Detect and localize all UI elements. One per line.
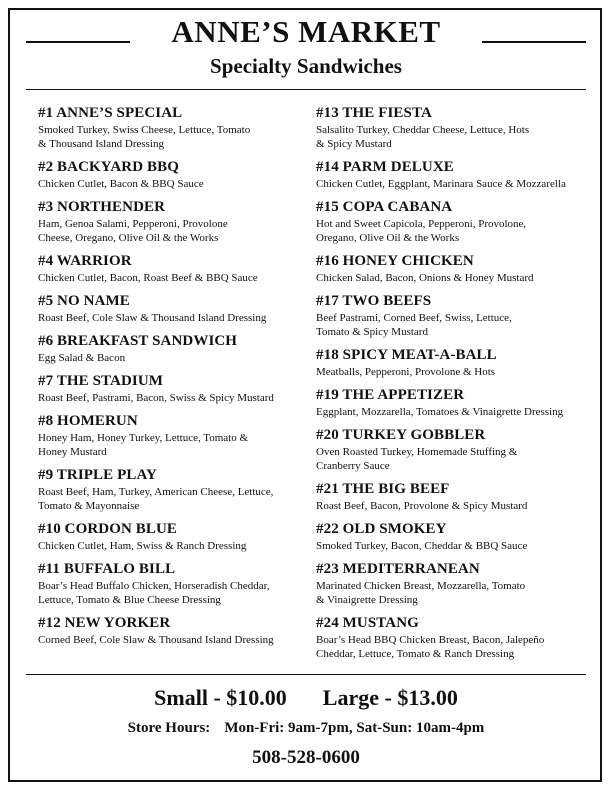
- sandwich-name: #8 HOMERUN: [38, 413, 138, 429]
- large-price: Large - $13.00: [322, 685, 458, 710]
- sandwich-ingredients: Eggplant, Mozzarella, Tomatoes & Vinaigrette Dressing: [316, 406, 564, 418]
- menu-item: [316, 198, 588, 245]
- menu-item: [38, 104, 310, 151]
- sandwich-name: #10 CORDON BLUE: [38, 521, 178, 537]
- header-divider: [26, 89, 586, 90]
- sandwich-name: #24 MUSTANG: [316, 615, 419, 631]
- sandwich-ingredients: Honey Mustard: [38, 446, 107, 458]
- menu-item: [316, 426, 588, 473]
- phone-number: 508-528-0600: [252, 747, 360, 768]
- sandwich-ingredients: Chicken Cutlet, Eggplant, Marinara Sauce & Mozzarella: [316, 178, 566, 190]
- sandwich-ingredients: Tomato & Mayonnaise: [38, 500, 140, 512]
- menu-column-right: [316, 104, 588, 668]
- sandwich-ingredients: Chicken Cutlet, Bacon, Roast Beef & BBQ Sauce: [38, 272, 258, 284]
- sandwich-ingredients: Roast Beef, Cole Slaw & Thousand Island Dressing: [38, 312, 267, 324]
- sandwich-name: #9 TRIPLE PLAY: [38, 467, 157, 483]
- sandwich-ingredients: Ham, Genoa Salami, Pepperoni, Provolone: [38, 218, 228, 230]
- sandwich-ingredients: Roast Beef, Pastrami, Bacon, Swiss & Spicy Mustard: [38, 392, 274, 404]
- menu-item: [38, 372, 310, 405]
- menu-subtitle: Specialty Sandwiches: [210, 54, 402, 78]
- sandwich-ingredients: Hot and Sweet Capicola, Pepperoni, Provolone,: [316, 218, 527, 230]
- store-title: ANNE’S MARKET: [171, 14, 441, 49]
- sandwich-ingredients: Corned Beef, Cole Slaw & Thousand Island Dressing: [38, 634, 274, 646]
- sandwich-ingredients: Smoked Turkey, Bacon, Cheddar & BBQ Sauce: [316, 540, 528, 552]
- sandwich-name: #19 THE APPETIZER: [316, 387, 465, 403]
- sandwich-ingredients: Boar’s Head Buffalo Chicken, Horseradish Cheddar,: [38, 580, 270, 592]
- sandwich-ingredients: & Thousand Island Dressing: [38, 138, 164, 150]
- sandwich-name: #13 THE FIESTA: [316, 105, 432, 121]
- sandwich-ingredients: Cheese, Oregano, Olive Oil & the Works: [38, 232, 219, 244]
- sandwich-ingredients: Cheddar, Lettuce, Tomato & Ranch Dressing: [316, 648, 515, 660]
- menu-item: [316, 158, 588, 191]
- sandwich-name: #15 COPA CABANA: [316, 199, 453, 215]
- footer-divider: [26, 674, 586, 675]
- sandwich-ingredients: Salsalito Turkey, Cheddar Cheese, Lettuce, Hots: [316, 124, 530, 136]
- sandwich-ingredients: Chicken Cutlet, Ham, Swiss & Ranch Dressing: [38, 540, 247, 552]
- menu-item: [316, 292, 588, 339]
- menu-item: [38, 412, 310, 459]
- menu-item: [38, 158, 310, 191]
- menu-item: [38, 198, 310, 245]
- sandwich-name: #3 NORTHENDER: [38, 199, 166, 215]
- menu-item: [316, 104, 588, 151]
- sandwich-name: #6 BREAKFAST SANDWICH: [38, 333, 238, 349]
- sandwich-name: #21 THE BIG BEEF: [316, 481, 450, 497]
- sandwich-ingredients: Lettuce, Tomato & Blue Cheese Dressing: [38, 594, 221, 606]
- sandwich-ingredients: Egg Salad & Bacon: [38, 352, 126, 364]
- sandwich-name: #7 THE STADIUM: [38, 373, 164, 389]
- sandwich-name: #1 ANNE’S SPECIAL: [38, 105, 183, 121]
- sandwich-name: #11 BUFFALO BILL: [38, 561, 176, 577]
- menu-item: [316, 346, 588, 379]
- sandwich-ingredients: Smoked Turkey, Swiss Cheese, Lettuce, Tomato: [38, 124, 251, 136]
- sandwich-ingredients: Marinated Chicken Breast, Mozzarella, Tomato: [316, 580, 526, 592]
- menu-item: [316, 252, 588, 285]
- sandwich-ingredients: Roast Beef, Ham, Turkey, American Cheese, Lettuce,: [38, 486, 274, 498]
- sandwich-ingredients: Oven Roasted Turkey, Homemade Stuffing &: [316, 446, 518, 458]
- sandwich-ingredients: Chicken Salad, Bacon, Onions & Honey Mustard: [316, 272, 534, 284]
- menu-item: [38, 560, 310, 607]
- sandwich-name: #23 MEDITERRANEAN: [316, 561, 480, 577]
- menu-item: [38, 466, 310, 513]
- store-hours: [0, 718, 612, 738]
- sandwich-name: #17 TWO BEEFS: [316, 293, 432, 309]
- sandwich-name: #5 NO NAME: [38, 293, 130, 309]
- sandwich-name: #20 TURKEY GOBBLER: [316, 427, 486, 443]
- sandwich-ingredients: Meatballs, Pepperoni, Provolone & Hots: [316, 366, 496, 378]
- menu-item: [38, 332, 310, 365]
- sandwich-ingredients: Roast Beef, Bacon, Provolone & Spicy Mustard: [316, 500, 528, 512]
- sandwich-name: #14 PARM DELUXE: [316, 159, 454, 175]
- store-hours-value: Mon-Fri: 9am-7pm, Sat-Sun: 10am-4pm: [224, 720, 485, 736]
- sandwich-name: #2 BACKYARD BBQ: [38, 159, 179, 175]
- menu-item: [316, 560, 588, 607]
- sandwich-name: #16 HONEY CHICKEN: [316, 253, 474, 269]
- menu-item: [38, 614, 310, 647]
- menu-item: [38, 292, 310, 325]
- menu-item: [316, 480, 588, 513]
- menu-item: [316, 386, 588, 419]
- sandwich-ingredients: Boar’s Head BBQ Chicken Breast, Bacon, Jalepeño: [316, 634, 545, 646]
- menu-item: [38, 520, 310, 553]
- menu-item: [316, 614, 588, 661]
- sandwich-name: #12 NEW YORKER: [38, 615, 171, 631]
- menu-item: [38, 252, 310, 285]
- sandwich-ingredients: Chicken Cutlet, Bacon & BBQ Sauce: [38, 178, 204, 190]
- sandwich-name: #18 SPICY MEAT-A-BALL: [316, 347, 497, 363]
- store-hours-label: Store Hours:: [127, 720, 211, 736]
- menu-column-left: [38, 104, 310, 654]
- sandwich-ingredients: Honey Ham, Honey Turkey, Lettuce, Tomato &: [38, 432, 249, 444]
- sandwich-ingredients: Oregano, Olive Oil & the Works: [316, 232, 460, 244]
- sandwich-ingredients: & Spicy Mustard: [316, 138, 392, 150]
- sandwich-name: #4 WARRIOR: [38, 253, 132, 269]
- sandwich-ingredients: Beef Pastrami, Corned Beef, Swiss, Lettuce,: [316, 312, 512, 324]
- price-line: [0, 684, 612, 712]
- sandwich-name: #22 OLD SMOKEY: [316, 521, 447, 537]
- sandwich-ingredients: Cranberry Sauce: [316, 460, 390, 472]
- small-price: Small - $10.00: [154, 685, 287, 710]
- sandwich-ingredients: & Vinaigrette Dressing: [316, 594, 418, 606]
- sandwich-ingredients: Tomato & Spicy Mustard: [316, 326, 428, 338]
- menu-item: [316, 520, 588, 553]
